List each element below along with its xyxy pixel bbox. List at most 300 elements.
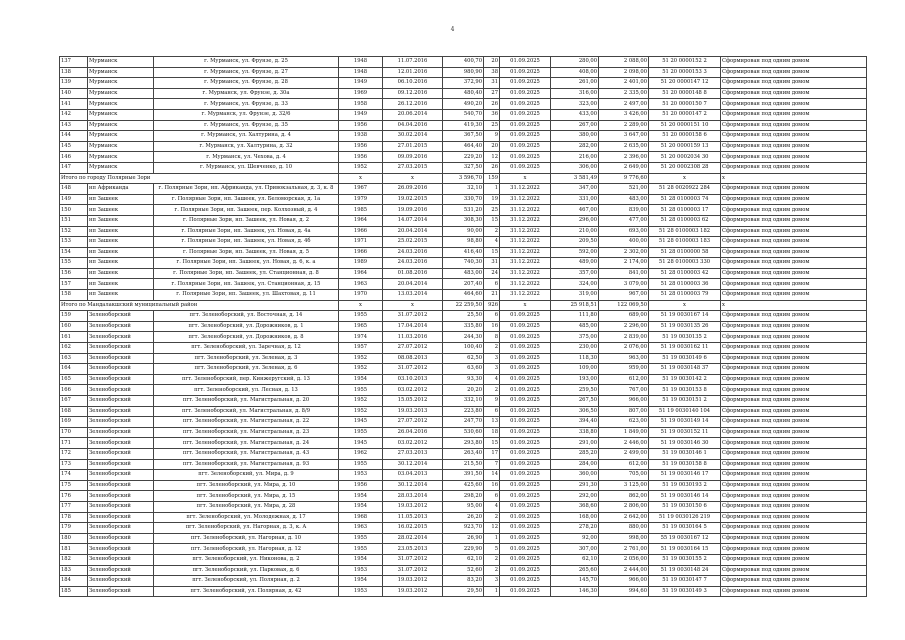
cell-cost-per-sqm: 485,00 [551, 321, 599, 332]
cell-inclusion-date: 11.03.2016 [383, 332, 443, 343]
cell-residents: 8 [484, 332, 500, 343]
cell-settlement: Зеленоборский [88, 554, 154, 565]
cell-inclusion-date: 25.02.2015 [383, 237, 443, 248]
cell-row-number: 144 [60, 131, 88, 142]
cell-cadastral-number: 51 28 0100003 74 [649, 194, 721, 205]
cell-address: пгт. Зеленоборский, пер. Кинжеругский, д. 13 [154, 374, 339, 385]
cell-address: пгт. Зеленоборский, ул. Мира, д. 10 [154, 480, 339, 491]
cell-cost-per-sqm: 319,00 [551, 290, 599, 301]
cell-limit-cost: 2 497,00 [599, 99, 649, 110]
cell-cadastral-number: 51 20 0000147 2 [649, 109, 721, 120]
cell-cadastral-number: 55 19 0030167 12 [649, 533, 721, 544]
cell-settlement: Зеленоборский [88, 470, 154, 481]
cell-plan-date: 01.09.2025 [500, 501, 551, 512]
cell-build-year: 1952 [339, 162, 383, 173]
cell-fund-method: Сформирован под одним домом [721, 565, 867, 576]
cell-cost-per-sqm: 267,50 [551, 396, 599, 407]
cell-build-year: 1952 [339, 353, 383, 364]
cell-area: 464,60 [443, 290, 484, 301]
cell-address: г. Мурманск, ул. Фрунзе, д. 27 [154, 67, 339, 78]
cell-fund-method: Сформирован под одним домом [721, 501, 867, 512]
cell-limit-cost: 3 125,00 [599, 480, 649, 491]
cell-row-number: 167 [60, 396, 88, 407]
table-row [60, 247, 867, 258]
cell-row-number: 154 [60, 247, 88, 258]
cell-area: 52,60 [443, 565, 484, 576]
subtotal-residents: 159 [484, 173, 500, 184]
cell-cost-per-sqm: 368,60 [551, 501, 599, 512]
cell-inclusion-date: 03.10.2013 [383, 374, 443, 385]
cell-row-number: 147 [60, 162, 88, 173]
cell-plan-date: 31.12.2022 [500, 247, 551, 258]
cell-settlement: нп Зашеек [88, 194, 154, 205]
cell-area: 207,40 [443, 279, 484, 290]
subtotal-plan-date: х [500, 173, 551, 184]
cell-fund-method: Сформирован под одним домом [721, 448, 867, 459]
cell-fund-method: Сформирован под одним домом [721, 396, 867, 407]
cell-plan-date: 01.09.2025 [500, 470, 551, 481]
table-row [60, 237, 867, 248]
subtotal-fund-method: х [721, 300, 867, 311]
cell-inclusion-date: 24.03.2016 [383, 247, 443, 258]
cell-limit-cost: 994,60 [599, 586, 649, 597]
cell-row-number: 150 [60, 205, 88, 216]
cell-area: 293,80 [443, 438, 484, 449]
cell-limit-cost: 705,00 [599, 470, 649, 481]
cell-row-number: 146 [60, 152, 88, 163]
cell-residents: 14 [484, 470, 500, 481]
cell-inclusion-date: 08.08.2013 [383, 353, 443, 364]
table-row [60, 226, 867, 237]
cell-cost-per-sqm: 592,00 [551, 247, 599, 258]
table-row [60, 374, 867, 385]
cell-fund-method: Сформирован под одним домом [721, 374, 867, 385]
cell-residents: 19 [484, 194, 500, 205]
cell-cadastral-number: 51 19 0030148 37 [649, 364, 721, 375]
cell-plan-date: 31.12.2022 [500, 226, 551, 237]
cell-fund-method: Сформирован под одним домом [721, 226, 867, 237]
cell-address: пгт. Зеленоборский, ул. Нагорная, д. 12 [154, 544, 339, 555]
cell-row-number: 173 [60, 459, 88, 470]
cell-limit-cost: 841,00 [599, 268, 649, 279]
cell-cost-per-sqm: 331,00 [551, 194, 599, 205]
cell-cost-per-sqm: 408,00 [551, 67, 599, 78]
cell-settlement: Мурманск [88, 57, 154, 68]
subtotal-row [60, 173, 867, 184]
cell-inclusion-date: 03.04.2013 [383, 470, 443, 481]
cell-limit-cost: 3 426,00 [599, 109, 649, 120]
cell-build-year: 1955 [339, 311, 383, 322]
cell-address: пгт. Зеленоборский, ул. Зеленая, д. 3 [154, 353, 339, 364]
cell-fund-method: Сформирован под одним домом [721, 332, 867, 343]
cell-build-year: 1955 [339, 427, 383, 438]
cell-cadastral-number: 51 20 0000158 6 [649, 131, 721, 142]
cell-limit-cost: 2 335,00 [599, 88, 649, 99]
cell-residents: 26 [484, 99, 500, 110]
cell-address: г. Мурманск, ул. Халтурина, д. 4 [154, 131, 339, 142]
cell-cadastral-number: 51 20 0000152 2 [649, 57, 721, 68]
cell-cost-per-sqm: 323,00 [551, 99, 599, 110]
cell-settlement: Зеленоборский [88, 565, 154, 576]
cell-plan-date: 01.09.2025 [500, 586, 551, 597]
cell-fund-method: Сформирован под одним домом [721, 268, 867, 279]
cell-build-year: 1966 [339, 226, 383, 237]
cell-residents: 3 [484, 353, 500, 364]
cell-area: 490,20 [443, 99, 484, 110]
cell-residents: 38 [484, 67, 500, 78]
cell-inclusion-date: 01.08.2016 [383, 268, 443, 279]
cell-area: 372,90 [443, 78, 484, 89]
cell-build-year: 1963 [339, 279, 383, 290]
cell-residents: 18 [484, 427, 500, 438]
cell-settlement: нп Африканда [88, 184, 154, 195]
cell-inclusion-date: 28.03.2014 [383, 491, 443, 502]
cell-row-number: 180 [60, 533, 88, 544]
cell-row-number: 166 [60, 385, 88, 396]
cell-build-year: 1963 [339, 523, 383, 534]
cell-settlement: Зеленоборский [88, 438, 154, 449]
table-row [60, 194, 867, 205]
cell-row-number: 183 [60, 565, 88, 576]
cell-inclusion-date: 28.02.2014 [383, 533, 443, 544]
cell-settlement: Зеленоборский [88, 364, 154, 375]
cell-cost-per-sqm: 324,00 [551, 279, 599, 290]
cell-limit-cost: 959,00 [599, 364, 649, 375]
cell-plan-date: 01.09.2025 [500, 152, 551, 163]
cell-row-number: 182 [60, 554, 88, 565]
cell-residents: 2 [484, 343, 500, 354]
cell-row-number: 184 [60, 576, 88, 587]
cell-cadastral-number: 51 28 0100003 183 [649, 237, 721, 248]
cell-limit-cost: 2 642,00 [599, 512, 649, 523]
cell-cost-per-sqm: 109,00 [551, 364, 599, 375]
cell-plan-date: 01.09.2025 [500, 427, 551, 438]
cell-settlement: Мурманск [88, 99, 154, 110]
cell-plan-date: 01.09.2025 [500, 332, 551, 343]
cell-cost-per-sqm: 145,70 [551, 576, 599, 587]
cell-settlement: Зеленоборский [88, 576, 154, 587]
cell-cadastral-number: 51 19 0030158 8 [649, 459, 721, 470]
cell-build-year: 1968 [339, 512, 383, 523]
cell-build-year: 1952 [339, 364, 383, 375]
cell-inclusion-date: 09.12.2016 [383, 88, 443, 99]
cell-build-year: 1953 [339, 586, 383, 597]
cell-cost-per-sqm: 433,00 [551, 109, 599, 120]
cell-row-number: 177 [60, 501, 88, 512]
cell-area: 367,50 [443, 131, 484, 142]
cell-residents: 12 [484, 152, 500, 163]
cell-plan-date: 01.09.2025 [500, 67, 551, 78]
cell-build-year: 1979 [339, 194, 383, 205]
cell-plan-date: 01.09.2025 [500, 533, 551, 544]
cell-row-number: 148 [60, 184, 88, 195]
subtotal-label: Итого по городу Полярные Зори [60, 173, 339, 184]
cell-limit-cost: 3 647,00 [599, 131, 649, 142]
cell-fund-method: Сформирован под одним домом [721, 258, 867, 269]
cell-residents: 4 [484, 374, 500, 385]
cell-residents: 17 [484, 448, 500, 459]
cell-fund-method: Сформирован под одним домом [721, 544, 867, 555]
cell-settlement: Мурманск [88, 152, 154, 163]
cell-address: пгт. Зеленоборский, ул. Магистральная, д. 22 [154, 417, 339, 428]
cell-build-year: 1952 [339, 396, 383, 407]
cell-cost-per-sqm: 285,20 [551, 448, 599, 459]
cell-row-number: 170 [60, 427, 88, 438]
table-row [60, 396, 867, 407]
cell-limit-cost: 2 446,00 [599, 438, 649, 449]
subtotal-inclusion-date: х [383, 300, 443, 311]
cell-plan-date: 01.09.2025 [500, 109, 551, 120]
cell-build-year: 1954 [339, 576, 383, 587]
cell-cadastral-number: 51 28 0100003 42 [649, 268, 721, 279]
cell-residents: 20 [484, 57, 500, 68]
cell-limit-cost: 483,00 [599, 194, 649, 205]
cell-area: 923,70 [443, 523, 484, 534]
cell-residents: 21 [484, 290, 500, 301]
cell-build-year: 1953 [339, 565, 383, 576]
cell-build-year: 1954 [339, 501, 383, 512]
cell-cadastral-number: 51 20 0002308 28 [649, 162, 721, 173]
cell-settlement: нп Зашеек [88, 279, 154, 290]
cell-row-number: 156 [60, 268, 88, 279]
table-row [60, 332, 867, 343]
cell-cadastral-number: 51 19 0030135 2 [649, 332, 721, 343]
cell-row-number: 162 [60, 343, 88, 354]
cell-address: пгт. Зеленоборский, ул. Нагорная, д. 10 [154, 533, 339, 544]
cell-cadastral-number: 51 19 0030146 1 [649, 448, 721, 459]
cell-area: 298,20 [443, 491, 484, 502]
cell-address: пгт. Зеленоборский, ул. Магистральная, д. 43 [154, 448, 339, 459]
cell-build-year: 1954 [339, 491, 383, 502]
cell-plan-date: 31.12.2022 [500, 237, 551, 248]
cell-area: 215,50 [443, 459, 484, 470]
cell-plan-date: 31.12.2022 [500, 268, 551, 279]
cell-cost-per-sqm: 92,00 [551, 533, 599, 544]
cell-build-year: 1955 [339, 533, 383, 544]
cell-inclusion-date: 31.07.2012 [383, 554, 443, 565]
cell-area: 332,10 [443, 396, 484, 407]
cell-fund-method: Сформирован под одним домом [721, 364, 867, 375]
cell-cadastral-number: 51 20 0000148 8 [649, 88, 721, 99]
cell-fund-method: Сформирован под одним домом [721, 279, 867, 290]
cell-row-number: 155 [60, 258, 88, 269]
cell-limit-cost: 400,00 [599, 237, 649, 248]
cell-fund-method: Сформирован под одним домом [721, 353, 867, 364]
cell-settlement: Зеленоборский [88, 586, 154, 597]
cell-fund-method: Сформирован под одним домом [721, 311, 867, 322]
table-row [60, 131, 867, 142]
cell-area: 335,80 [443, 321, 484, 332]
table-row [60, 364, 867, 375]
cell-cost-per-sqm: 230,00 [551, 343, 599, 354]
cell-area: 400,70 [443, 57, 484, 68]
cell-fund-method: Сформирован под одним домом [721, 78, 867, 89]
cell-address: г. Полярные Зори, нп. Зашеек, ул. Новая, д. 4б [154, 237, 339, 248]
table-row [60, 321, 867, 332]
cell-build-year: 1967 [339, 184, 383, 195]
cell-inclusion-date: 06.10.2016 [383, 78, 443, 89]
table-row [60, 470, 867, 481]
cell-residents: 1 [484, 586, 500, 597]
cell-row-number: 171 [60, 438, 88, 449]
table-row [60, 120, 867, 131]
table-row [60, 576, 867, 587]
subtotal-fund-method: х [721, 173, 867, 184]
table-row [60, 533, 867, 544]
cell-area: 480,40 [443, 88, 484, 99]
cell-inclusion-date: 19.09.2016 [383, 205, 443, 216]
cell-residents: 3 [484, 364, 500, 375]
cell-plan-date: 31.12.2022 [500, 215, 551, 226]
cell-cost-per-sqm: 291,00 [551, 438, 599, 449]
table-row [60, 215, 867, 226]
cell-area: 98,80 [443, 237, 484, 248]
cell-row-number: 160 [60, 321, 88, 332]
table-row [60, 343, 867, 354]
cell-fund-method: Сформирован под одним домом [721, 141, 867, 152]
cell-fund-method: Сформирован под одним домом [721, 194, 867, 205]
cell-settlement: Зеленоборский [88, 396, 154, 407]
cell-row-number: 158 [60, 290, 88, 301]
cell-cadastral-number: 51 28 0100003 17 [649, 205, 721, 216]
cell-fund-method: Сформирован под одним домом [721, 406, 867, 417]
cell-plan-date: 01.09.2025 [500, 162, 551, 173]
cell-settlement: нп Зашеек [88, 258, 154, 269]
cell-inclusion-date: 27.07.2012 [383, 343, 443, 354]
cell-fund-method: Сформирован под одним домом [721, 438, 867, 449]
cell-address: г. Мурманск, ул. Фрунзе, д. 25 [154, 57, 339, 68]
cell-cadastral-number: 51 28 0100003 79 [649, 290, 721, 301]
cell-cost-per-sqm: 307,00 [551, 544, 599, 555]
cell-inclusion-date: 15.05.2012 [383, 396, 443, 407]
cell-plan-date: 01.09.2025 [500, 385, 551, 396]
table-row [60, 438, 867, 449]
cell-cadastral-number: 51 28 0100003 330 [649, 258, 721, 269]
cell-settlement: Мурманск [88, 78, 154, 89]
cell-inclusion-date: 19.02.2015 [383, 194, 443, 205]
cell-cost-per-sqm: 306,50 [551, 406, 599, 417]
cell-cost-per-sqm: 193,00 [551, 374, 599, 385]
cell-cost-per-sqm: 347,00 [551, 184, 599, 195]
cell-limit-cost: 807,00 [599, 406, 649, 417]
table-row [60, 565, 867, 576]
cell-plan-date: 01.09.2025 [500, 321, 551, 332]
cell-fund-method: Сформирован под одним домом [721, 512, 867, 523]
cell-settlement: Зеленоборский [88, 353, 154, 364]
cell-settlement: Зеленоборский [88, 374, 154, 385]
cell-area: 100,40 [443, 343, 484, 354]
cell-limit-cost: 998,00 [599, 533, 649, 544]
cell-inclusion-date: 31.07.2012 [383, 364, 443, 375]
cell-cadastral-number: 51 20 0000159 13 [649, 141, 721, 152]
cell-cost-per-sqm: 259,50 [551, 385, 599, 396]
cell-cadastral-number: 51 19 0030149 3 [649, 586, 721, 597]
cell-plan-date: 01.09.2025 [500, 448, 551, 459]
cell-area: 531,20 [443, 205, 484, 216]
cell-settlement: Зеленоборский [88, 385, 154, 396]
cell-area: 308,30 [443, 215, 484, 226]
cell-row-number: 151 [60, 215, 88, 226]
cell-fund-method: Сформирован под одним домом [721, 533, 867, 544]
cell-build-year: 1962 [339, 448, 383, 459]
cell-fund-method: Сформирован под одним домом [721, 470, 867, 481]
cell-plan-date: 01.09.2025 [500, 364, 551, 375]
cell-fund-method: Сформирован под одним домом [721, 480, 867, 491]
cell-build-year: 1974 [339, 332, 383, 343]
table-row [60, 448, 867, 459]
cell-build-year: 1989 [339, 258, 383, 269]
cell-residents: 1 [484, 533, 500, 544]
cell-address: пгт. Зеленоборский, ул. Зеленая, д. 6 [154, 364, 339, 375]
cell-fund-method: Сформирован под одним домом [721, 491, 867, 502]
cell-cadastral-number: 51 19 0030142 2 [649, 374, 721, 385]
cell-build-year: 1955 [339, 544, 383, 555]
cell-limit-cost: 2 444,00 [599, 565, 649, 576]
cell-limit-cost: 2 056,00 [599, 554, 649, 565]
cell-settlement: Зеленоборский [88, 321, 154, 332]
cell-address: пгт. Зеленоборский, ул. Магистральная, д. 8/9 [154, 406, 339, 417]
cell-row-number: 181 [60, 544, 88, 555]
cell-inclusion-date: 26.09.2016 [383, 184, 443, 195]
cell-build-year: 1954 [339, 554, 383, 565]
table-row [60, 152, 867, 163]
cell-address: пгт. Зеленоборский, ул. Мира, д. 9 [154, 470, 339, 481]
cell-inclusion-date: 19.03.2012 [383, 576, 443, 587]
table-row [60, 480, 867, 491]
cell-limit-cost: 2 761,00 [599, 544, 649, 555]
cell-settlement: Зеленоборский [88, 343, 154, 354]
cell-cost-per-sqm: 278,20 [551, 523, 599, 534]
cell-fund-method: Сформирован под одним домом [721, 152, 867, 163]
cell-inclusion-date: 26.12.2016 [383, 99, 443, 110]
cell-inclusion-date: 16.02.2015 [383, 523, 443, 534]
cell-build-year: 1956 [339, 141, 383, 152]
cell-area: 95,00 [443, 501, 484, 512]
cell-plan-date: 31.12.2022 [500, 279, 551, 290]
cell-residents: 2 [484, 226, 500, 237]
cell-residents: 15 [484, 438, 500, 449]
cell-plan-date: 01.09.2025 [500, 78, 551, 89]
cell-plan-date: 31.12.2022 [500, 290, 551, 301]
cell-row-number: 178 [60, 512, 88, 523]
cell-fund-method: Сформирован под одним домом [721, 523, 867, 534]
cell-limit-cost: 612,00 [599, 374, 649, 385]
cell-limit-cost: 477,00 [599, 215, 649, 226]
cell-address: пгт. Зеленоборский, ул. Нагорная, д. 3, к. А [154, 523, 339, 534]
cell-inclusion-date: 23.05.2013 [383, 544, 443, 555]
cell-limit-cost: 2 396,00 [599, 152, 649, 163]
table-row [60, 184, 867, 195]
cell-settlement: Зеленоборский [88, 332, 154, 343]
page-number: 4 [450, 26, 455, 33]
cell-area: 247,70 [443, 417, 484, 428]
table-row [60, 258, 867, 269]
subtotal-area: 22 259,50 [443, 300, 484, 311]
cell-inclusion-date: 26.04.2016 [383, 427, 443, 438]
cell-settlement: Зеленоборский [88, 512, 154, 523]
cell-build-year: 1965 [339, 321, 383, 332]
cell-limit-cost: 963,00 [599, 353, 649, 364]
cell-residents: 6 [484, 491, 500, 502]
cell-residents: 1 [484, 184, 500, 195]
cell-residents: 25 [484, 120, 500, 131]
cell-area: 540,70 [443, 109, 484, 120]
cell-settlement: Зеленоборский [88, 533, 154, 544]
cell-inclusion-date: 03.02.2012 [383, 385, 443, 396]
cell-build-year: 1955 [339, 385, 383, 396]
cell-area: 29,50 [443, 586, 484, 597]
cell-cost-per-sqm: 489,00 [551, 258, 599, 269]
